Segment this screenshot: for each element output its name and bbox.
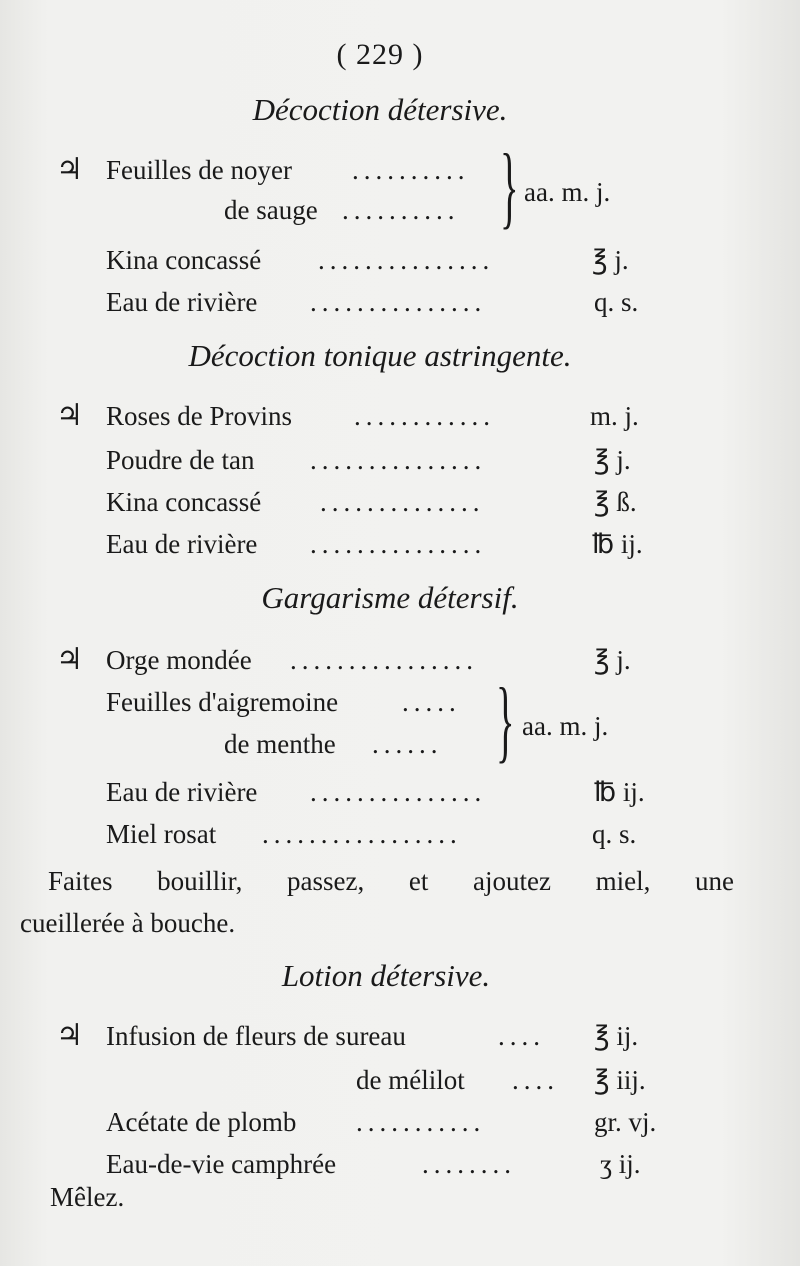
instruction-text: cueillerée à bouche. [20, 908, 236, 938]
page-number: ( 229 ) [336, 38, 424, 71]
leader-dots: .............. [320, 487, 485, 517]
quantity: ℥ ß. [594, 487, 637, 517]
instruction-text: Faites bouillir, passez, et ajoutez miel, une [48, 866, 734, 896]
recipe-symbol-icon: ♃ [56, 153, 83, 186]
leader-dots: ............... [310, 529, 487, 559]
recipe-line [106, 524, 666, 564]
recipe-line [106, 1144, 676, 1184]
brace: } [500, 135, 519, 237]
recipe-symbol-icon: ♃ [56, 399, 83, 432]
section-title: Gargarisme détersif. [261, 580, 519, 615]
brace: } [496, 669, 515, 771]
leader-dots: ................. [262, 819, 462, 849]
ingredient-name: Feuilles de noyer [106, 155, 292, 185]
recipe-line [106, 772, 666, 812]
section-title: Décoction détersive. [252, 92, 508, 127]
ingredient-name: Eau de rivière [106, 287, 258, 317]
recipe-line [106, 240, 666, 280]
ingredient-name: Eau de rivière [106, 777, 258, 807]
quantity: ℥ j. [592, 245, 629, 275]
recipe-line [106, 682, 506, 722]
shared-quantity: aa. m. j. [524, 177, 611, 207]
quantity: ℥ iij. [594, 1065, 646, 1095]
ingredient-name: Roses de Provins [106, 401, 293, 431]
quantity: ℥ j. [594, 445, 631, 475]
leader-dots: ...... [372, 729, 443, 759]
section-title: Décoction tonique astringente. [188, 338, 572, 373]
ingredient-name: Miel rosat [106, 819, 217, 849]
ingredient-name: de menthe [224, 729, 336, 759]
leader-dots: ............... [318, 245, 495, 275]
leader-dots: ............... [310, 777, 487, 807]
leader-dots: ........... [356, 1107, 486, 1137]
recipe-line [106, 1016, 676, 1056]
leader-dots: ............ [354, 401, 495, 431]
quantity: m. j. [590, 401, 639, 431]
recipe-symbol-icon: ♃ [56, 1019, 83, 1052]
quantity: q. s. [592, 819, 637, 849]
quantity: ℔ ij. [592, 529, 643, 559]
ingredient-name: Feuilles d'aigremoine [106, 687, 339, 717]
leader-dots: ..... [402, 687, 461, 717]
recipe-line [106, 640, 666, 680]
recipe-line [224, 724, 506, 764]
recipe-line [106, 440, 666, 480]
section-title: Lotion détersive. [281, 958, 491, 993]
quantity: ℥ j. [594, 645, 631, 675]
leader-dots: ........ [422, 1149, 516, 1179]
ingredient-name: Eau de rivière [106, 529, 258, 559]
quantity: q. s. [594, 287, 639, 317]
recipe-line [106, 396, 666, 436]
leader-dots: ............... [310, 287, 487, 317]
ingredient-name: Kina concassé [106, 245, 262, 275]
ingredient-name: de sauge [224, 195, 318, 225]
ingredient-name: Kina concassé [106, 487, 262, 517]
recipe-line [106, 482, 666, 522]
ingredient-name: Poudre de tan [106, 445, 255, 475]
shared-quantity: aa. m. j. [522, 711, 609, 741]
ingredient-name: Orge mondée [106, 645, 252, 675]
recipe-symbol-icon: ♃ [56, 643, 83, 676]
leader-dots: ................ [290, 645, 478, 675]
recipe-line [106, 150, 506, 190]
ingredient-name: de mélilot [356, 1065, 465, 1095]
closing-instruction: Mêlez. [50, 1182, 125, 1212]
ingredient-name: Infusion de fleurs de sureau [106, 1021, 406, 1051]
quantity: ℔ ij. [594, 777, 645, 807]
leader-dots: .......... [352, 155, 470, 185]
recipe-line [224, 190, 506, 230]
quantity: gr. vj. [594, 1107, 657, 1137]
leader-dots: .... [512, 1065, 559, 1095]
ingredient-name: Eau-de-vie camphrée [106, 1149, 337, 1179]
quantity: ʒ ij. [600, 1149, 641, 1179]
leader-dots: .... [498, 1021, 545, 1051]
recipe-line [106, 1102, 676, 1142]
recipe-line [356, 1060, 676, 1100]
leader-dots: .......... [342, 195, 460, 225]
recipe-line [106, 282, 666, 322]
leader-dots: ............... [310, 445, 487, 475]
ingredient-name: Acétate de plomb [106, 1107, 297, 1137]
recipe-line [106, 814, 666, 854]
quantity: ℥ ij. [594, 1021, 639, 1051]
